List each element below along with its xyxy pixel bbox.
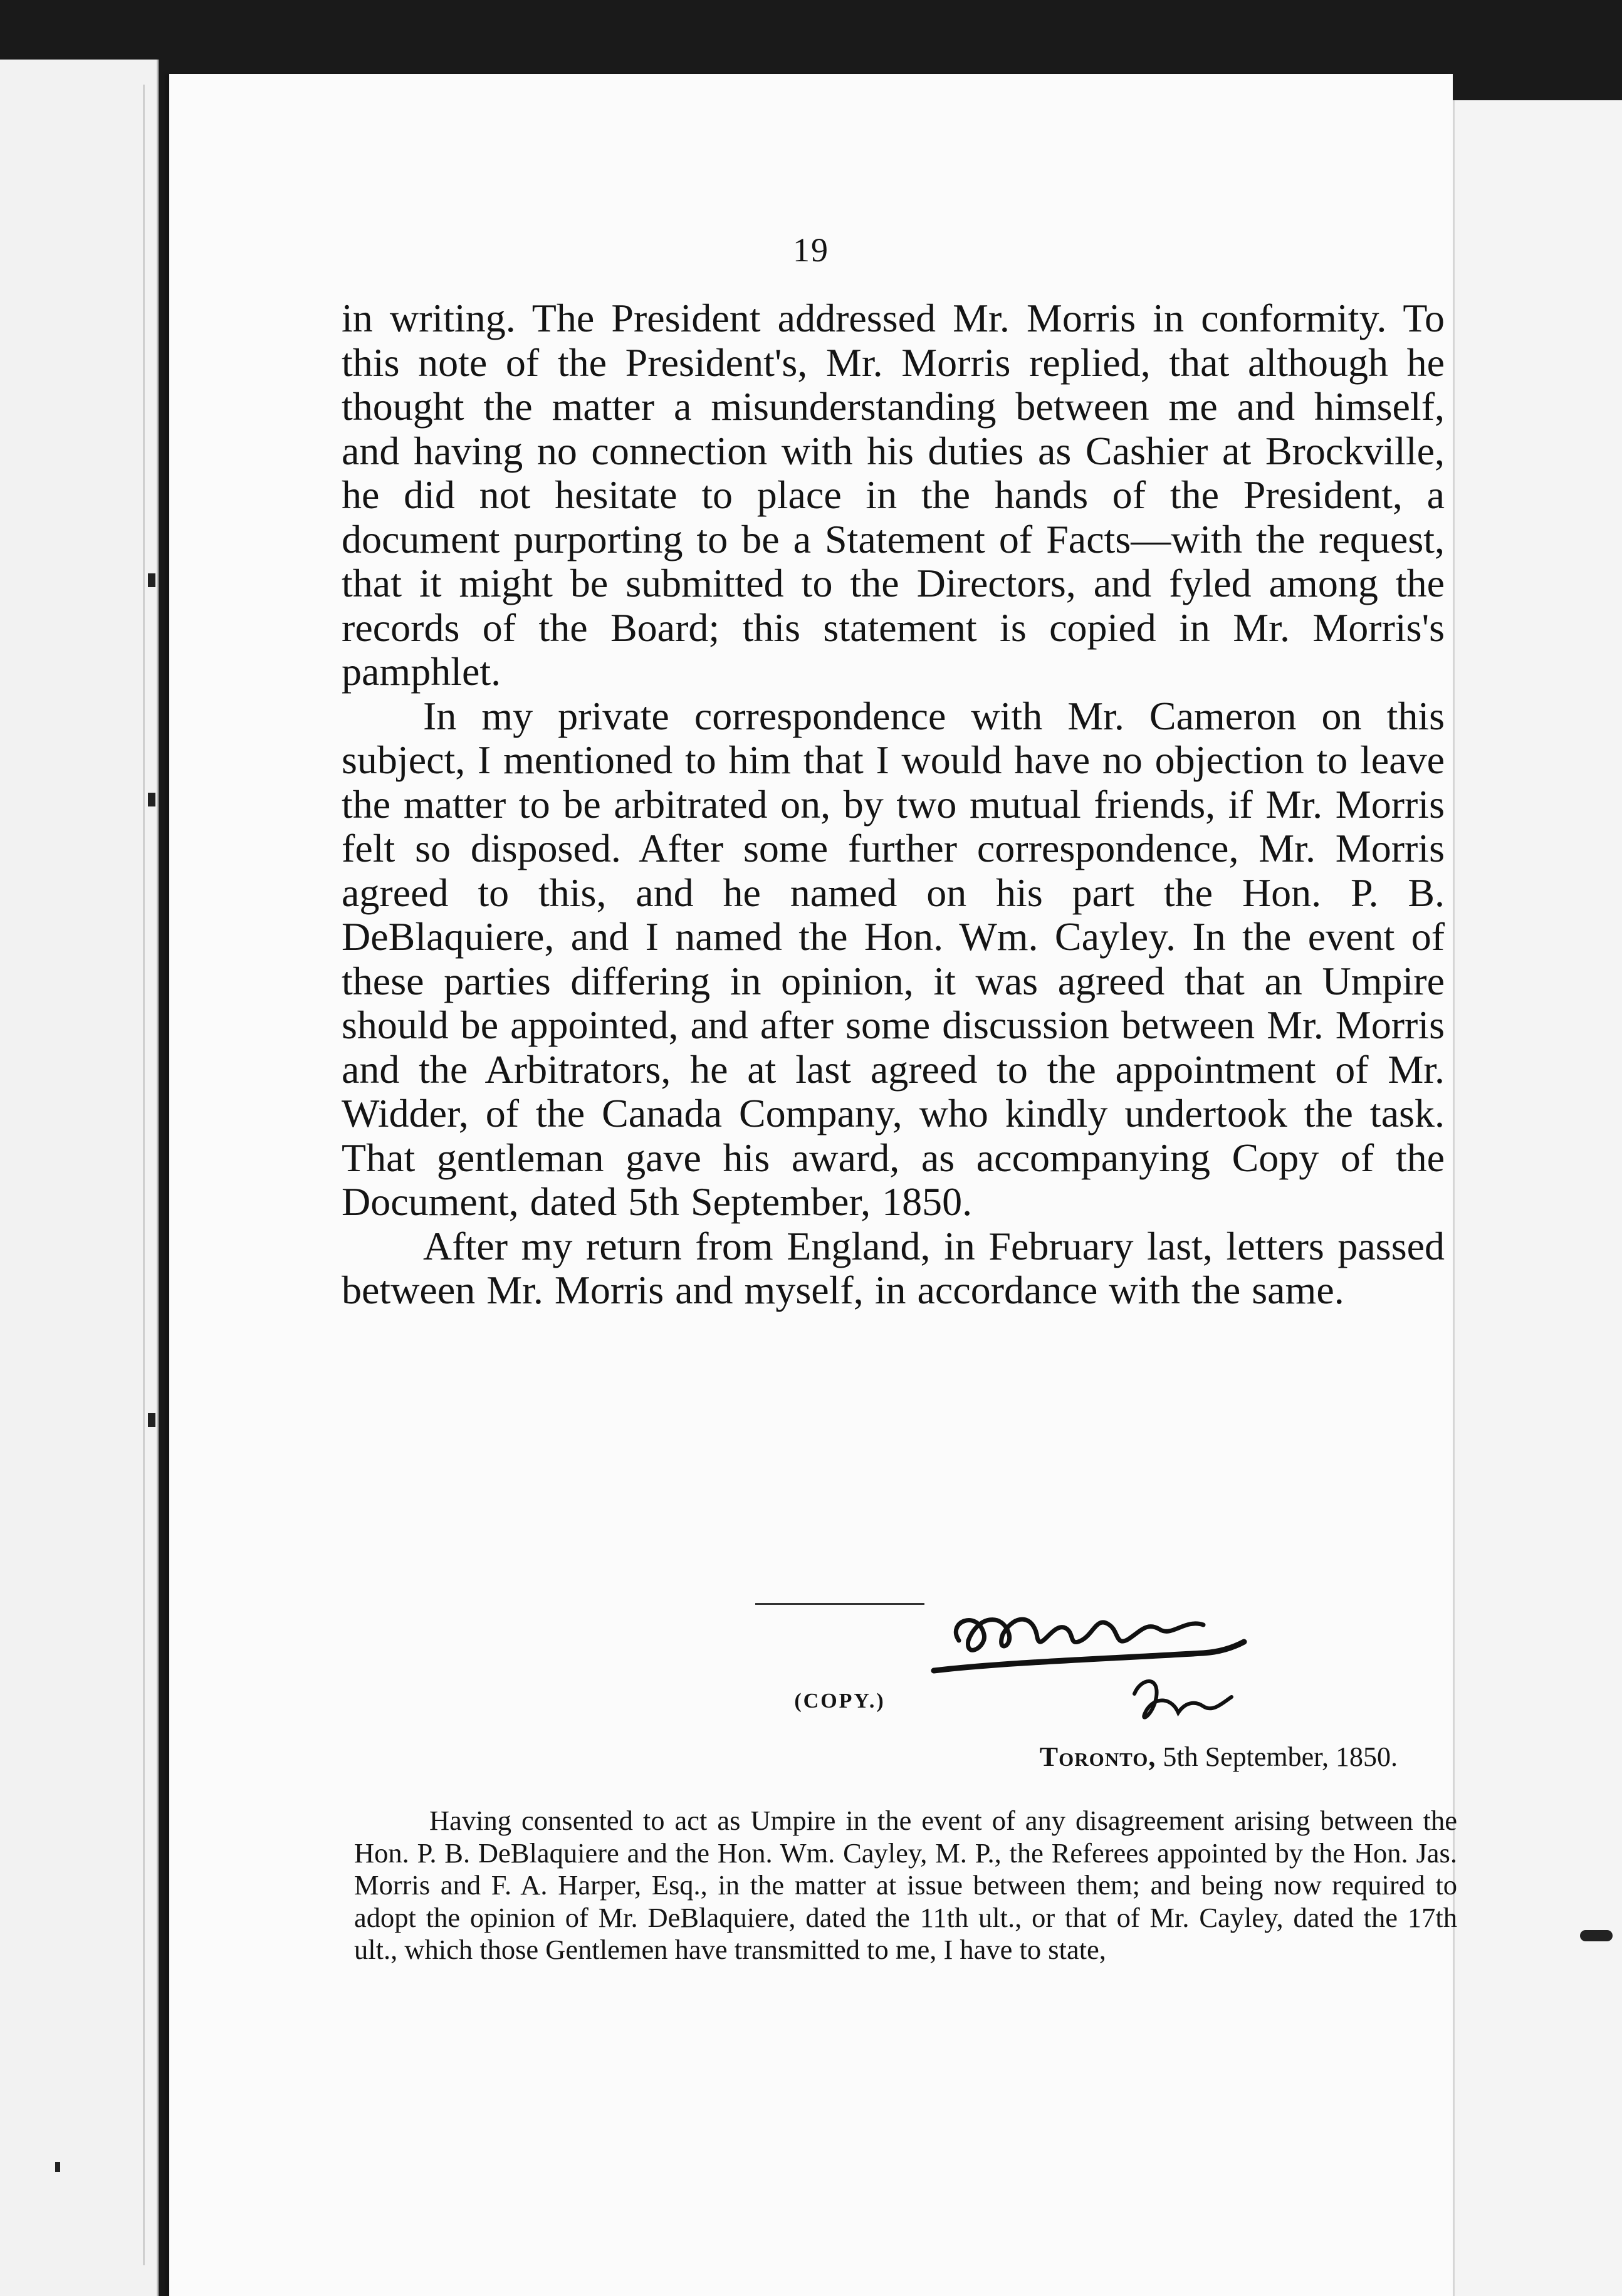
page-mark (55, 2162, 60, 2172)
date-line (834, 1741, 1398, 1773)
award-text (354, 1805, 1457, 1966)
document-page (169, 74, 1457, 2296)
adjacent-right-page-edge (1453, 100, 1622, 2296)
award-paragraph: Having consented to act as Umpire in the event of any disagreement arising between the Hon. P. B. DeBlaquiere and the Hon. Wm. Cayley, M. P., the Referees appointed by the Hon. Jas. Morris and F. A. Harper, Esq., in the matter at issue between them; and being now required to adopt the opinion of Mr. DeBlaquiere, dated the 11th ult., or that of Mr. Cayley, dated the 17th ult., which those Gentlemen have transmitted to me, I have to state, (354, 1805, 1457, 1965)
section-rule (755, 1603, 924, 1605)
paragraph: After my return from England, in February last, letters passed between Mr. Morris and myself, in accordance with the same. (342, 1223, 1445, 1312)
date-value: 5th September, 1850. (1163, 1741, 1398, 1772)
page-mark (148, 573, 155, 587)
handwritten-signature (909, 1553, 1260, 1753)
page-mark (148, 1413, 155, 1427)
body-text (342, 296, 1445, 1313)
paragraph: in writing. The President addressed Mr. Morris in conformity. To this note of the President's, Mr. Morris replied, that although he thought the matter a misunderstanding between me and himself, and having no connection with his duties as Cashier at Brockville, he did not hesitate to place in the hands of the President, a document purporting to be a Statement of Facts—with the request, that it might be submitted to the Directors, and fyled among the records of the Board; this statement is copied in Mr. Morris's pamphlet. (342, 296, 1445, 694)
paragraph: In my private correspondence with Mr. Cameron on this subject, I mentioned to him that I would have no objection to leave the matter to be arbitrated on, by two mutual friends, if Mr. Morris felt so disposed. After some further correspondence, Mr. Morris agreed to this, and he named on his part the Hon. P. B. DeBlaquiere, and I named the Hon. Wm. Cayley. In the event of these parties differing in opinion, it was agreed that an Umpire should be appointed, and after some discussion between Mr. Morris and the Arbitrators, he at last agreed to the appointment of Mr. Widder, of the Canada Company, who kindly undertook the task. That gentleman gave his award, as accompanying Copy of the Document, dated 5th September, 1850. (342, 693, 1445, 1224)
page-number: 19 (793, 231, 829, 269)
page-mark (148, 793, 155, 806)
page-gutter-line (143, 85, 145, 2265)
page-mark (1580, 1930, 1613, 1941)
date-place: Toronto, (1039, 1741, 1156, 1772)
copy-label: (COPY.) (794, 1689, 886, 1713)
adjacent-left-page (0, 60, 159, 2296)
